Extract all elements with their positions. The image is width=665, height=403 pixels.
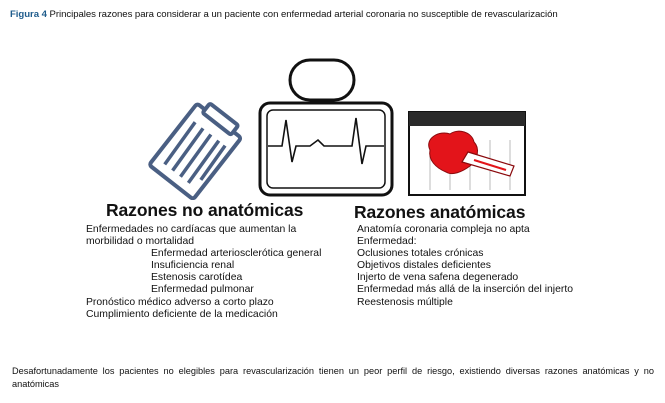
anatomical-reasons-list <box>357 224 647 309</box>
list-item: Enfermedad pulmonar <box>151 284 254 296</box>
figure-label: Figura 4 <box>10 9 47 20</box>
heading-anatomical: Razones anatómicas <box>354 202 526 222</box>
angiography-screen-icon <box>409 112 525 195</box>
list-item: morbilidad o mortalidad <box>86 236 195 248</box>
list-item: Estenosis carotídea <box>151 272 243 284</box>
list-item: Objetivos distales deficientes <box>357 260 491 272</box>
list-item: Enfermedades no cardíacas que aumentan la <box>86 224 297 235</box>
figure-footnote: Desafortunadamente los pacientes no elegibles para revascularización tienen un peor perfil de riesgo, existiendo diversas razones anatómicas y no anatómicas <box>12 366 654 389</box>
illustration <box>0 0 665 200</box>
list-item: Enfermedad arteriosclerótica general <box>151 248 322 260</box>
list-item: Insuficiencia renal <box>151 260 235 272</box>
list-item: Enfermedad: <box>357 236 417 248</box>
patient-ecg-icon <box>260 60 392 195</box>
list-item: Oclusiones totales crónicas <box>357 248 484 260</box>
figure-caption-text: Principales razones para considerar a un paciente con enfermedad arterial coronaria no susceptible de revascularización <box>49 9 558 20</box>
list-item: Cumplimiento deficiente de la medicación <box>86 308 278 320</box>
list-item: Injerto de vena safena degenerado <box>357 272 519 284</box>
list-item: Reestenosis múltiple <box>357 296 453 308</box>
list-item: Enfermedad más allá de la inserción del injerto <box>357 284 574 296</box>
clipboard-icon <box>149 97 246 199</box>
heading-non-anatomical: Razones no anatómicas <box>106 200 304 220</box>
list-item: Anatomía coronaria compleja no apta <box>357 224 530 235</box>
non-anatomical-reasons-list <box>86 224 346 321</box>
list-item: Pronóstico médico adverso a corto plazo <box>86 296 274 308</box>
